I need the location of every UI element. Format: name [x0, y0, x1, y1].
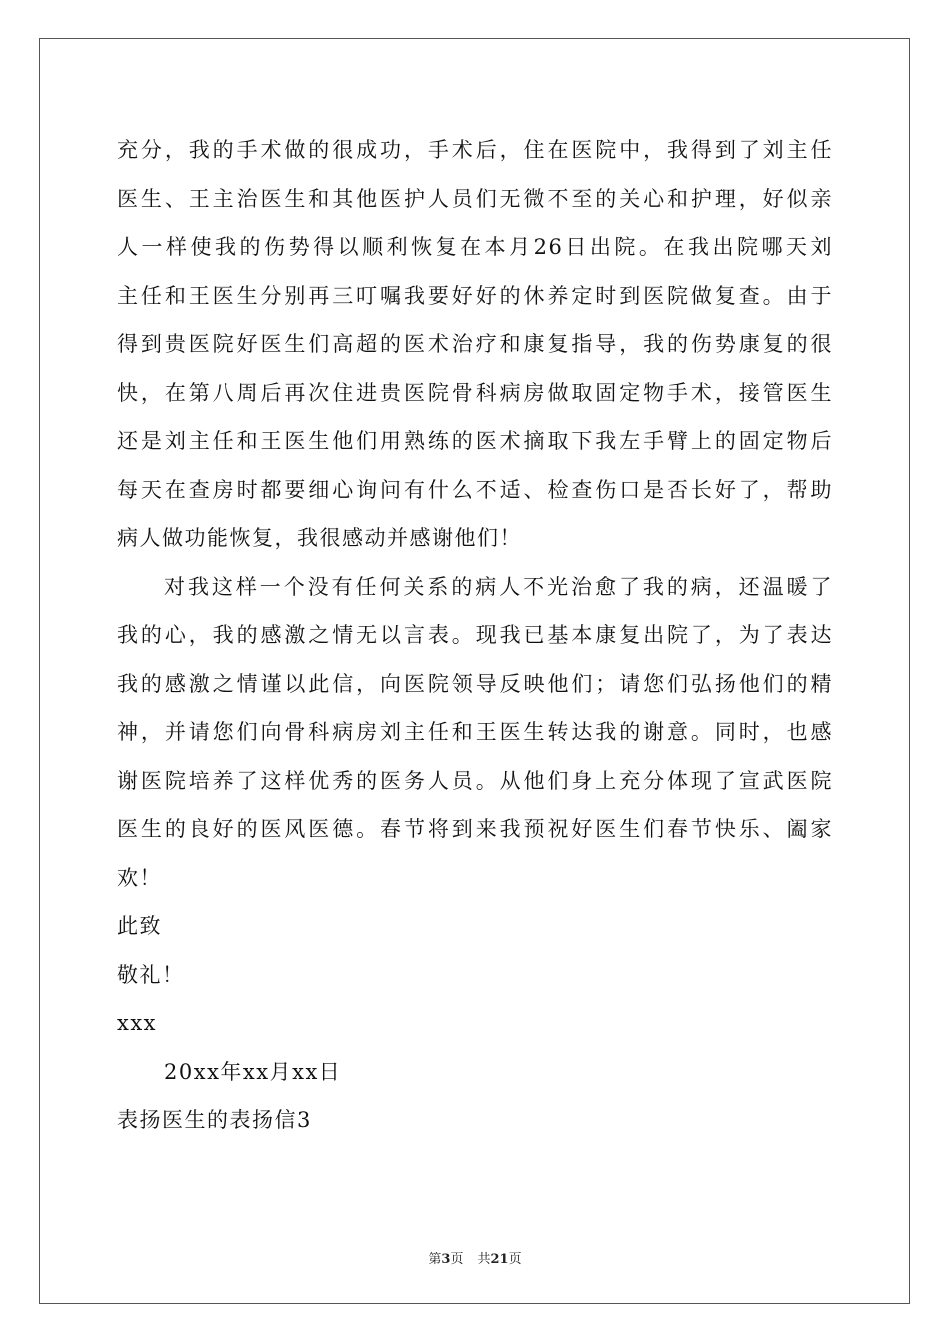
text-line: 谢医院培养了这样优秀的医务人员。从他们身上充分体现了宣武医院 [117, 768, 833, 793]
letter-body [117, 126, 833, 1145]
text-line: 对我这样一个没有任何关系的病人不光治愈了我的病，还温暖了 [164, 574, 833, 599]
paragraph-1 [117, 126, 833, 563]
text-line: 主任和王医生分别再三叮嘱我要好好的休养定时到医院做复查。由于 [117, 283, 833, 308]
text-line: 医生、王主治医生和其他医护人员们无微不至的关心和护理，好似亲 [117, 186, 833, 211]
page-suffix: 页 [450, 1252, 464, 1267]
text-line: 我的心，我的感激之情无以言表。现我已基本康复出院了，为了表达 [117, 623, 833, 647]
text-line: 每天在查房时都要细心询问有什么不适、检查伤口是否长好了，帮助 [117, 477, 833, 502]
text-line: 我的感激之情谨以此信，向医院领导反映他们；请您们弘扬他们的精 [117, 671, 833, 696]
text-line: 快，在第八周后再次住进贵医院骨科病房做取固定物手术，接管医生 [117, 380, 833, 405]
text-line: 还是刘主任和王医生他们用熟练的医术摘取下我左手臂上的固定物后 [117, 429, 833, 453]
text-line: 人一样使我的伤势得以顺利恢复在本月26日出院。在我出院哪天刘 [117, 235, 833, 259]
text-line: 得到贵医院好医生们高超的医术治疗和康复指导，我的伤势康复的很 [117, 332, 833, 356]
closing-phrase: 此致 [117, 914, 162, 938]
total-suffix: 页 [508, 1252, 522, 1267]
text-line: 医生的良好的医风医德。春节将到来我预祝好医生们春节快乐、阖家 [117, 817, 833, 841]
text-line: 充分，我的手术做的很成功，手术后，住在医院中，我得到了刘主任 [117, 138, 833, 162]
salutation: 敬礼！ [117, 962, 185, 987]
total-pages: 21 [490, 1252, 509, 1267]
page-number: 3 [441, 1252, 451, 1267]
page-prefix: 第 [428, 1252, 442, 1267]
text-line: 神，并请您们向骨科病房刘主任和王医生转达我的谢意。同时，也感 [117, 720, 833, 744]
total-prefix: 共 [477, 1252, 491, 1267]
paragraph-2 [117, 563, 833, 903]
letter-date: 20xx年xx月xx日 [164, 1059, 342, 1084]
next-section-title: 表扬医生的表扬信3 [117, 1108, 312, 1132]
signature: xxx [117, 1011, 158, 1035]
text-line: 病人做功能恢复，我很感动并感谢他们！ [117, 526, 522, 550]
text-line: 欢！ [117, 865, 162, 890]
page-footer [0, 1248, 950, 1267]
